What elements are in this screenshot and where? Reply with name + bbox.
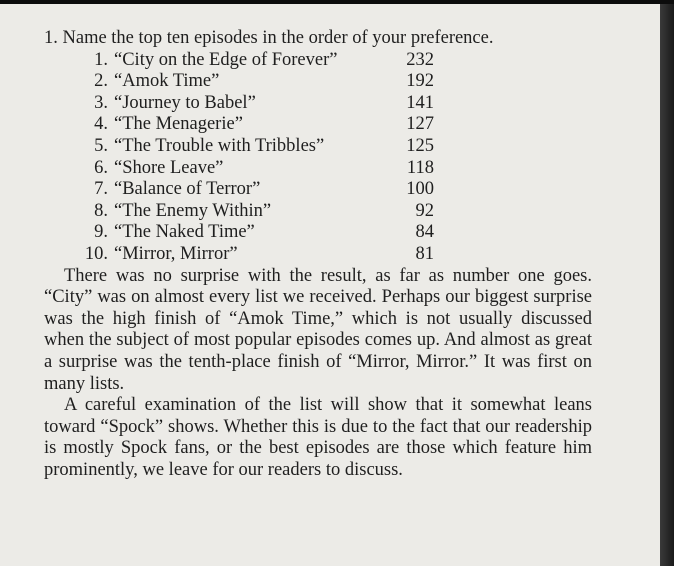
rank-number: 9. (94, 222, 108, 243)
ranking-row (44, 158, 592, 180)
episode-title: “The Naked Time” (114, 222, 255, 243)
rank-number: 3. (94, 92, 108, 113)
episode-title: “Journey to Babel” (114, 92, 256, 113)
episode-title: “The Menagerie” (114, 114, 243, 135)
ranking-row (44, 179, 592, 201)
page-edge-shadow (660, 4, 674, 566)
analysis-paragraph: A careful examination of the list will show that it somewhat leans toward “Spock” shows. Whether this is due to the fact that our readership is mostly Spock fans, or the best episodes are those which feature him prominently, we leave for our readers to discuss. (44, 395, 592, 480)
results-paragraph: There was no surprise with the result, as far as number one goes. “City” was on almost every list we received. Perhaps our biggest surprise was the high finish of “Amok Time,” which is not usually discussed when the subject of most popular episodes comes up. And almost as great a surprise was the tenth-place finish of “Mirror, Mirror.” It was first on many lists. (44, 265, 592, 394)
vote-count: 125 (406, 135, 434, 156)
rank-number: 10. (84, 243, 108, 264)
ranking-row (44, 222, 592, 244)
rank-number: 4. (94, 114, 108, 135)
episode-ranking-list (44, 50, 592, 266)
ranking-row (44, 93, 592, 115)
ranking-row (44, 201, 592, 223)
vote-count: 232 (406, 49, 434, 70)
ranking-row (44, 71, 592, 93)
rank-number: 1. (94, 49, 108, 70)
episode-title: “The Enemy Within” (114, 200, 272, 221)
vote-count: 100 (406, 179, 434, 200)
vote-count: 192 (406, 71, 434, 92)
ranking-row (44, 244, 592, 266)
vote-count: 141 (406, 92, 434, 113)
ranking-row (44, 114, 592, 136)
rank-number: 7. (94, 179, 108, 200)
vote-count: 92 (415, 200, 434, 221)
ranking-row (44, 136, 592, 158)
rank-number: 5. (94, 135, 108, 156)
episode-title: “Shore Leave” (114, 157, 224, 178)
scanned-page (0, 4, 660, 566)
ranking-row (44, 50, 592, 72)
rank-number: 6. (94, 157, 108, 178)
page-text (44, 28, 592, 481)
vote-count: 118 (406, 157, 434, 178)
vote-count: 127 (406, 114, 434, 135)
vote-count: 81 (415, 243, 434, 264)
episode-title: “The Trouble with Tribbles” (114, 135, 325, 156)
episode-title: “City on the Edge of Forever” (114, 49, 338, 70)
episode-title: “Amok Time” (114, 71, 220, 92)
rank-number: 8. (94, 200, 108, 221)
rank-number: 2. (94, 71, 108, 92)
episode-title: “Balance of Terror” (114, 179, 261, 200)
survey-question: 1. Name the top ten episodes in the order of your preference. (44, 28, 494, 48)
vote-count: 84 (415, 222, 434, 243)
episode-title: “Mirror, Mirror” (114, 243, 238, 264)
